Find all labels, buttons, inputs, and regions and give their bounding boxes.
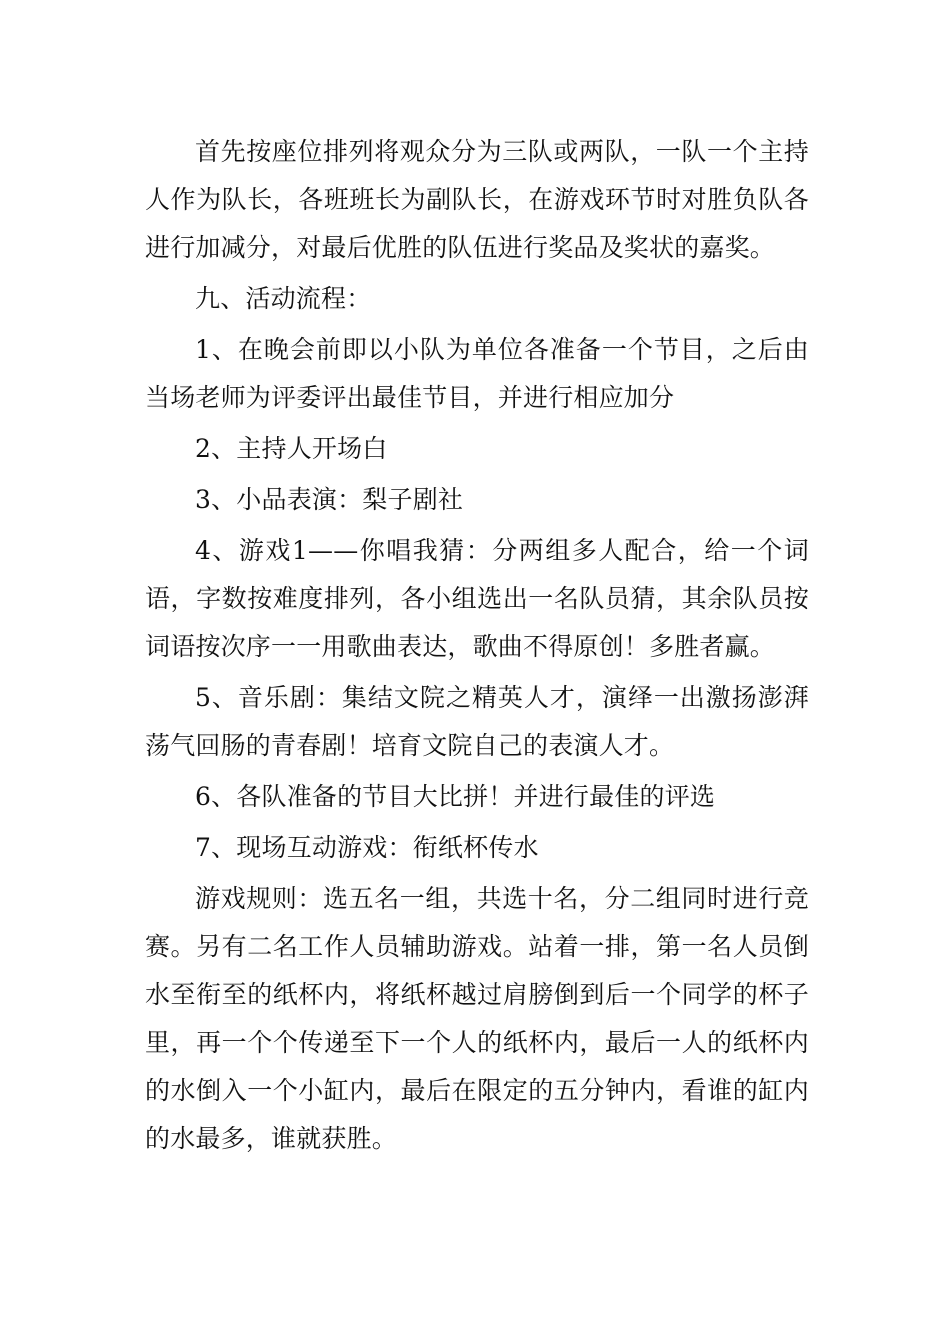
paragraph-game-rules: 游戏规则：选五名一组，共选十名，分二组同时进行竞赛。另有二名工作人员辅助游戏。站着一排，第一名人员倒水至衔至的纸杯内，将纸杯越过肩膀倒到后一个同学的杯子里，再一个个传递至下一个人的纸杯内，最后一人的纸杯内的水倒入一个小缸内，最后在限定的五分钟内，看谁的缸内的水最多，谁就获胜。 xyxy=(145,884,809,1153)
paragraph-step-6: 6、各队准备的节目大比拼！并进行最佳的评选 xyxy=(195,782,716,811)
paragraph-step-4: 4、游戏1——你唱我猜：分两组多人配合，给一个词语，字数按难度排列，各小组选出一名队员猜，其余队员按词语按次序一一用歌曲表达，歌曲不得原创！多胜者赢。 xyxy=(145,536,809,661)
paragraph-step-2: 2、主持人开场白 xyxy=(195,434,388,463)
paragraph-step-5: 5、音乐剧：集结文院之精英人才，演绎一出激扬澎湃荡气回肠的青春剧！培育文院自己的表演人才。 xyxy=(145,683,809,760)
paragraph-step-7: 7、现场互动游戏：衔纸杯传水 xyxy=(195,833,539,862)
paragraph-step-1: 1、在晚会前即以小队为单位各准备一个节目，之后由当场老师为评委评出最佳节目，并进行相应加分 xyxy=(145,335,809,412)
section-heading-activity-flow: 九、活动流程： xyxy=(195,284,372,313)
paragraph-scoring-rules: 首先按座位排列将观众分为三队或两队，一队一个主持人作为队长，各班班长为副队长，在游戏环节时对胜负队各进行加减分，对最后优胜的队伍进行奖品及奖状的嘉奖。 xyxy=(145,137,809,262)
document-body xyxy=(145,128,809,1166)
paragraph-step-3: 3、小品表演：梨子剧社 xyxy=(195,485,464,514)
